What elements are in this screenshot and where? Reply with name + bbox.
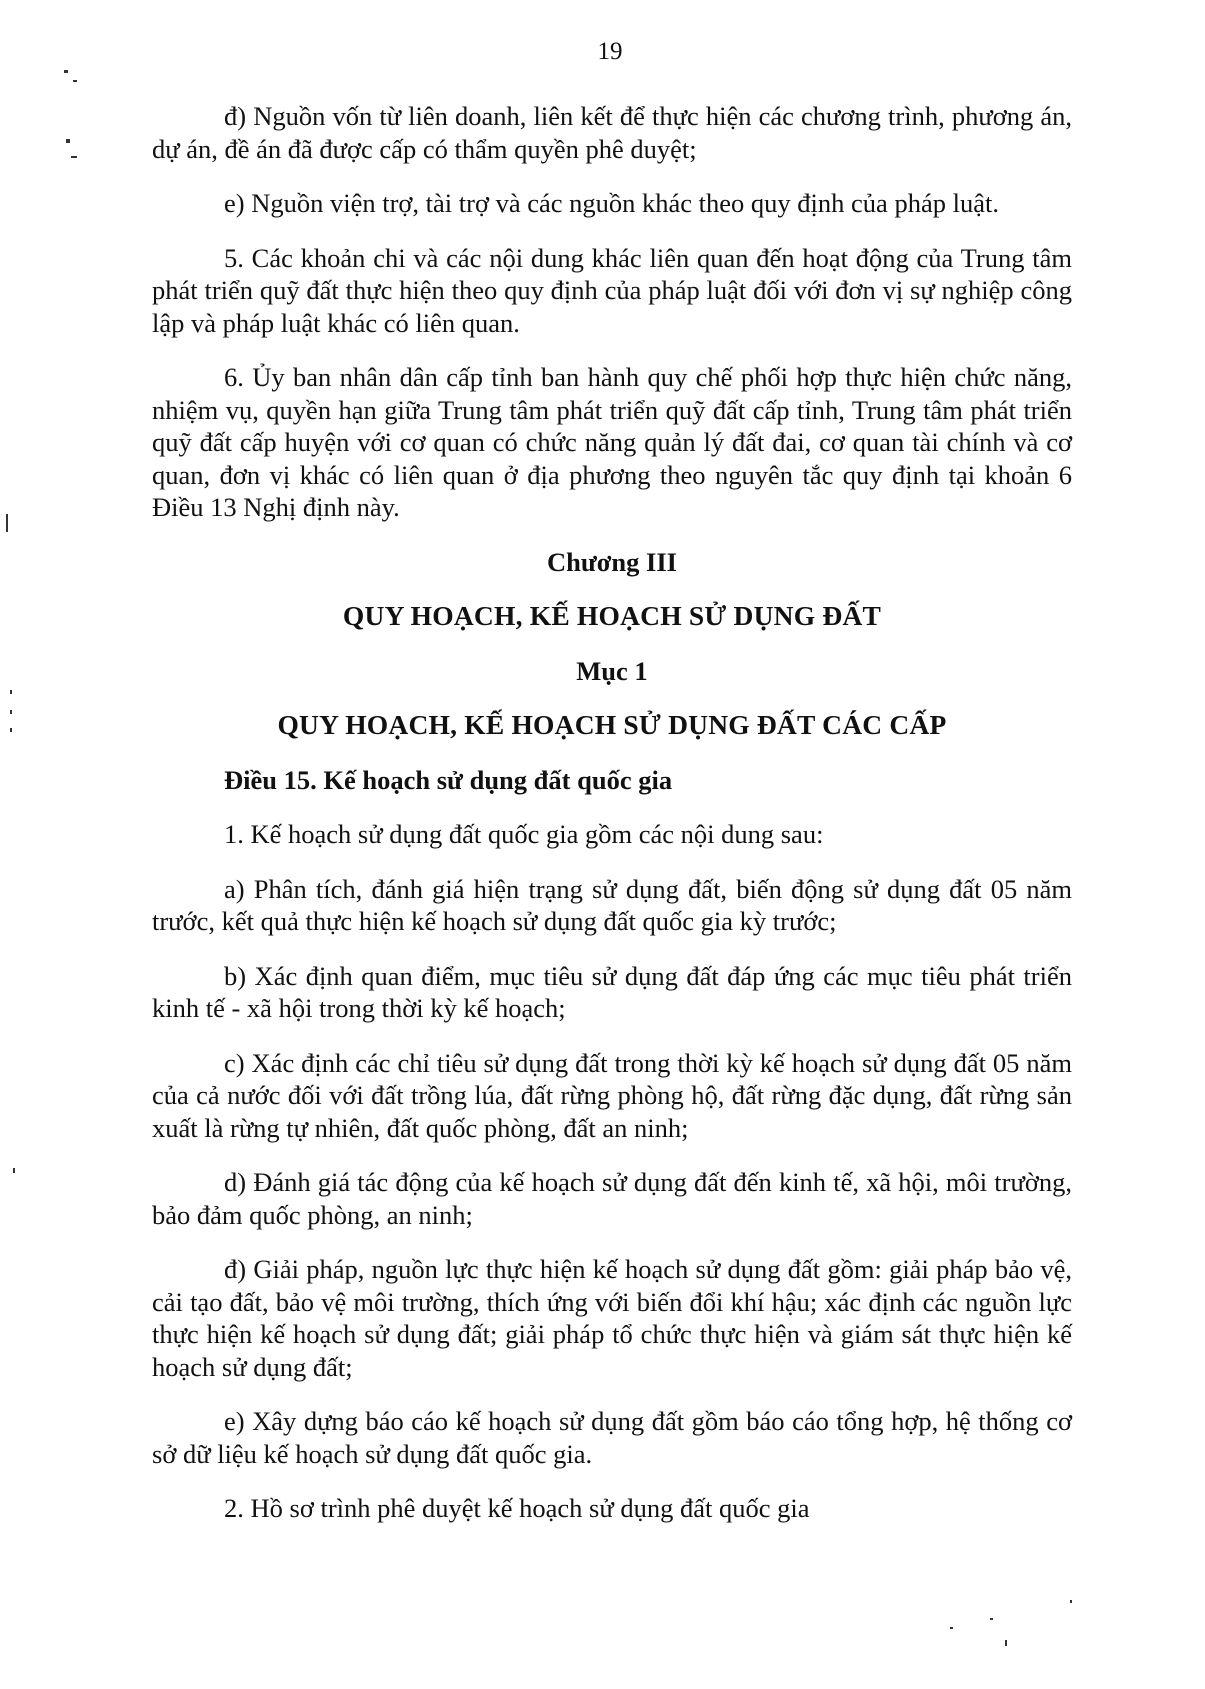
article-clause-e: e) Xây dựng báo cáo kế hoạch sử dụng đất gồm báo cáo tổng hợp, hệ thống cơ sở dữ liệu kế hoạch sử dụng đất quốc gia. — [152, 1406, 1072, 1469]
article-clause-d: d) Đánh giá tác động của kế hoạch sử dụng đất đến kinh tế, xã hội, môi trường, bảo đảm quốc phòng, an ninh; — [152, 1167, 1072, 1230]
article-item-1: 1. Kế hoạch sử dụng đất quốc gia gồm các nội dung sau: — [224, 819, 824, 849]
scan-speck — [990, 1618, 993, 1620]
article-clause-a: a) Phân tích, đánh giá hiện trạng sử dụng đất, biến động sử dụng đất 05 năm trước, kết quả thực hiện kế hoạch sử dụng đất quốc gia kỳ trước; — [152, 873, 1072, 936]
scan-speck — [10, 690, 12, 694]
item-6-coordination: 6. Ủy ban nhân dân cấp tỉnh ban hành quy chế phối hợp thực hiện chức năng, nhiệm vụ, quyền hạn giữa Trung tâm phát triển quỹ đất cấp tỉnh, Trung tâm phát triển quỹ đất cấp huyện với cơ quan có chức năng quản lý đất đai, cơ quan tài chính và cơ quan, đơn vị khác có liên quan ở địa phương theo nguyên tắc quy định tại khoản 6 Điều 13 Nghị định này. — [152, 362, 1072, 522]
item-5-expenditures: 5. Các khoản chi và các nội dung khác liên quan đến hoạt động của Trung tâm phát triển quỹ đất thực hiện theo quy định của pháp luật đối với đơn vị sự nghiệp công lập và pháp luật khác có liên quan. — [152, 242, 1072, 338]
article-clause-c: c) Xác định các chỉ tiêu sử dụng đất trong thời kỳ kế hoạch sử dụng đất 05 năm của cả nước đối với đất trồng lúa, đất rừng phòng hộ, đất rừng đặc dụng, đất rừng sản xuất là rừng tự nhiên, đất quốc phòng, đất an ninh; — [152, 1047, 1072, 1143]
article-item-2: 2. Hồ sơ trình phê duyệt kế hoạch sử dụng đất quốc gia — [224, 1493, 810, 1523]
clause-d-capital-sources: đ) Nguồn vốn từ liên doanh, liên kết để thực hiện các chương trình, phương án, dự án, đề án đã được cấp có thẩm quyền phê duyệt; — [152, 101, 1072, 164]
clause-e-aid-sources: e) Nguồn viện trợ, tài trợ và các nguồn khác theo quy định của pháp luật. — [224, 188, 999, 218]
section-label: Mục 1 — [576, 655, 648, 686]
scan-speck — [13, 1168, 15, 1173]
document-body — [152, 100, 1072, 1547]
scan-speck — [1005, 1640, 1007, 1646]
scan-speck — [73, 80, 77, 82]
scan-speck — [10, 728, 12, 732]
article-clause-dd: đ) Giải pháp, nguồn lực thực hiện kế hoạch sử dụng đất gồm: giải pháp bảo vệ, cải tạo đất, bảo vệ môi trường, thích ứng với biến đổi khí hậu; xác định các nguồn lực thực hiện kế hoạch sử dụng đất; giải pháp tổ chức thực hiện và giám sát thực hiện kế hoạch sử dụng đất; — [152, 1254, 1072, 1382]
page-number: 19 — [597, 38, 623, 65]
scan-speck — [10, 710, 12, 714]
scan-speck — [1070, 1600, 1072, 1603]
chapter-title: QUY HOẠCH, KẾ HOẠCH SỬ DỤNG ĐẤT — [342, 600, 882, 631]
scan-speck — [71, 156, 77, 158]
chapter-label: Chương III — [546, 546, 677, 577]
scan-speck — [66, 139, 70, 143]
scan-speck — [950, 1627, 953, 1629]
article-title: Điều 15. Kế hoạch sử dụng đất quốc gia — [224, 764, 673, 795]
scan-speck — [6, 514, 8, 532]
article-clause-b: b) Xác định quan điểm, mục tiêu sử dụng đất đáp ứng các mục tiêu phát triển kinh tế - xã hội trong thời kỳ kế hoạch; — [152, 960, 1072, 1023]
section-title: QUY HOẠCH, KẾ HOẠCH SỬ DỤNG ĐẤT CÁC CẤP — [277, 709, 947, 740]
scan-speck — [64, 70, 68, 73]
